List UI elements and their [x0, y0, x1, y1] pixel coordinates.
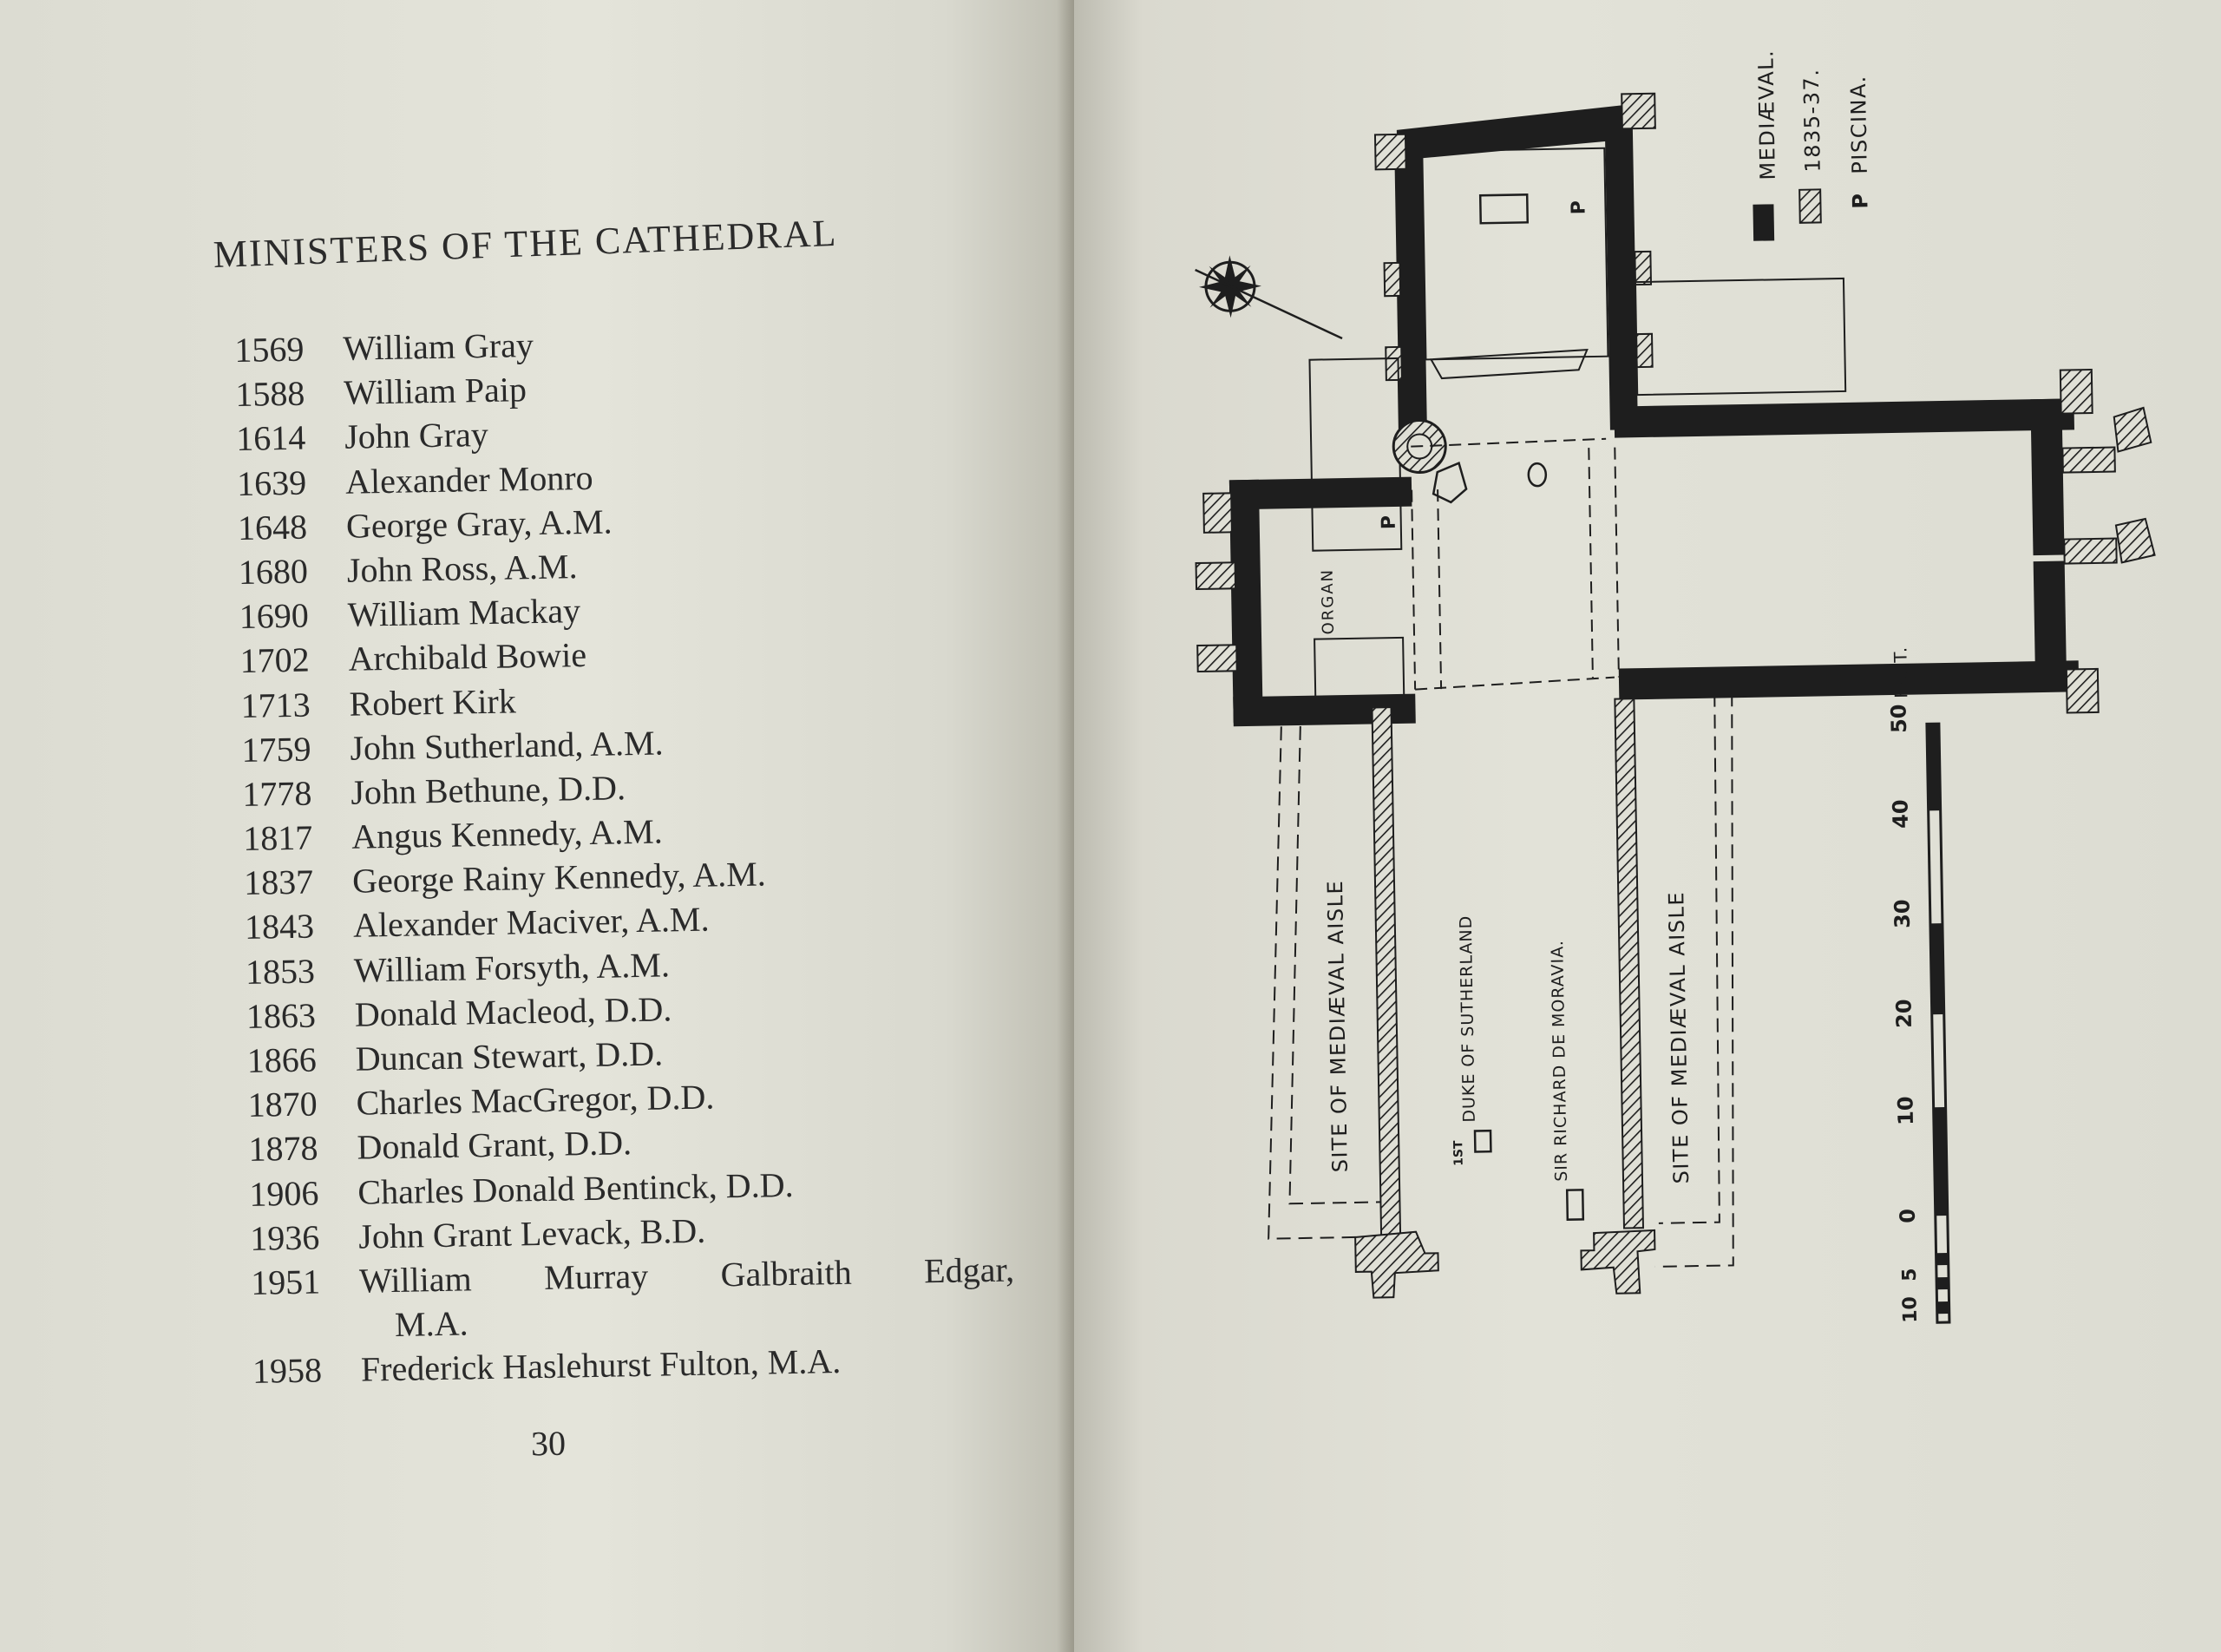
scale-tick-20: 20 — [1891, 999, 1917, 1029]
cathedral-plan — [1074, 0, 2221, 1652]
minister-year: 1614 — [235, 417, 306, 459]
minister-name: William Paip — [343, 370, 527, 412]
stair-turret — [1393, 418, 1547, 503]
right-page — [1074, 0, 2221, 1652]
duke-label: DUKE OF SUTHERLAND — [1456, 914, 1479, 1123]
minister-year: 1817 — [242, 817, 313, 858]
minister-year: 1759 — [241, 729, 311, 770]
mediaeval-swatch — [1753, 204, 1774, 240]
legend-piscina-key: P — [1848, 193, 1873, 209]
minister-year: 1639 — [236, 462, 307, 503]
nave-arcades — [1346, 698, 1655, 1298]
minister-year: 1702 — [239, 639, 311, 681]
scale-bar — [1885, 646, 1949, 1323]
minister-name: George Gray, A.M. — [345, 502, 613, 546]
minister-name: John Bethune, D.D. — [350, 768, 626, 812]
minister-name: Archibald Bowie — [348, 635, 587, 679]
minister-year: 1878 — [248, 1128, 318, 1170]
minister-year: 1853 — [245, 951, 316, 992]
minister-name: George Rainy Kennedy, A.M. — [351, 854, 767, 901]
scale-tick-0: 0 — [1895, 1208, 1920, 1224]
minister-name: Donald Grant, D.D. — [357, 1123, 632, 1168]
minister-year: 1958 — [252, 1350, 323, 1391]
duke-superscript: 1ST — [1451, 1140, 1466, 1166]
minister-year: 1680 — [238, 551, 309, 592]
scale-unit-label: FEET. — [1890, 646, 1912, 699]
scale-tick-50: 50 — [1886, 704, 1912, 734]
minister-year: 1648 — [237, 507, 308, 547]
minister-year: 1843 — [244, 906, 315, 947]
page-title: MINISTERS OF THE CATHEDRAL — [213, 211, 839, 276]
moravia-label: SIR RICHARD DE MORAVIA. — [1548, 939, 1572, 1182]
organ-label: ORGAN — [1318, 567, 1338, 635]
compass-rose-icon — [1195, 253, 1342, 341]
left-page — [0, 0, 1074, 1652]
minister-year: 1951 — [250, 1262, 321, 1302]
minister-year: 1690 — [239, 595, 310, 637]
minister-name: Donald Macleod, D.D. — [354, 989, 672, 1034]
crossing-lines — [1411, 439, 1619, 690]
minister-name: William Mackay — [347, 591, 581, 634]
minister-name: John Ross, A.M. — [346, 547, 578, 590]
piscina-marker-transept: P — [1378, 515, 1400, 530]
minister-year: 1837 — [243, 862, 314, 903]
transept-walls — [1193, 369, 2158, 728]
aisle-label-right: SITE OF MEDIÆVAL AISLE — [1664, 890, 1694, 1184]
minister-year: 1588 — [234, 373, 305, 415]
minister-year: 1906 — [249, 1173, 319, 1214]
minister-name: Robert Kirk — [349, 680, 517, 724]
minister-name: William Gray — [343, 324, 534, 368]
aisle-label-left: SITE OF MEDIÆVAL AISLE — [1322, 879, 1353, 1173]
minister-name: John Grant Levack, B.D. — [357, 1210, 706, 1256]
page-number: 30 — [530, 1423, 567, 1464]
minister-year: 1863 — [246, 995, 317, 1036]
minister-name: Charles Donald Bentinck, D.D. — [357, 1164, 794, 1212]
minister-name: William Forsyth, A.M. — [353, 944, 671, 990]
minister-name: Alexander Monro — [344, 457, 593, 502]
scale-tick-30: 30 — [1890, 899, 1916, 929]
minister-year: 1778 — [241, 773, 312, 814]
minister-name: William Murray Galbraith Edgar, — [358, 1249, 1015, 1301]
scale-tick-10: 10 — [1893, 1096, 1918, 1126]
legend — [1750, 48, 1873, 241]
minister-year: 1936 — [249, 1217, 320, 1258]
legend-mediaeval-label: MEDIÆVAL. — [1753, 49, 1780, 180]
minister-name: Frederick Haslehurst Fulton, M.A. — [360, 1341, 842, 1389]
choir-walls — [1374, 94, 1661, 435]
minister-name: Angus Kennedy, A.M. — [351, 811, 664, 856]
minister-year: 1569 — [234, 329, 305, 370]
scale-tick-5: 5 — [1898, 1268, 1922, 1282]
minister-name: Duncan Stewart, D.D. — [355, 1033, 664, 1078]
list-item — [251, 1247, 1016, 1348]
legend-restoration-label: 1835-37. — [1798, 68, 1825, 173]
minister-year: 1870 — [247, 1084, 318, 1125]
minister-name: Alexander Maciver, A.M. — [352, 899, 710, 946]
minister-name: John Gray — [344, 415, 489, 457]
piscina-marker-choir: P — [1568, 200, 1590, 215]
scale-tick-10-neg: 10 — [1899, 1295, 1922, 1323]
minister-year: 1866 — [246, 1039, 318, 1080]
scale-tick-40: 40 — [1888, 799, 1914, 829]
ministers-list — [234, 315, 1016, 1393]
minister-name: John Sutherland, A.M. — [350, 723, 664, 768]
minister-name: Charles MacGregor, D.D. — [356, 1077, 715, 1123]
legend-piscina-label: PISCINA. — [1845, 75, 1872, 174]
minister-year: 1713 — [240, 685, 311, 725]
restoration-swatch — [1799, 189, 1821, 222]
minister-degree: M.A. — [394, 1303, 468, 1344]
